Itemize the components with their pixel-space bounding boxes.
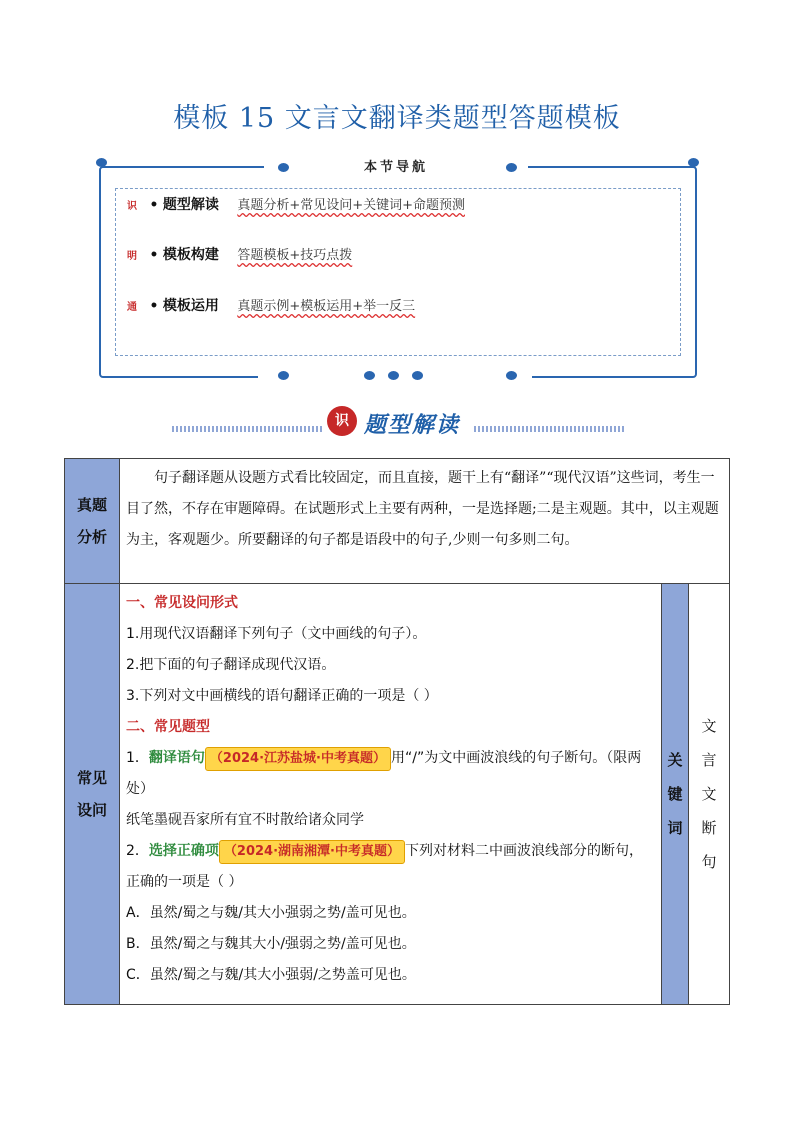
keyword-label-char: 键 — [667, 785, 683, 803]
keyword-value-char: 断 — [701, 819, 717, 837]
nav-row-desc: 真题示例+模板运用+举一反三 — [237, 299, 416, 314]
decor-dot — [506, 163, 517, 172]
keyword-value-char: 文 — [701, 717, 717, 735]
question-item: 3.下列对文中画横线的语句翻译正确的一项是（ ） — [126, 688, 438, 704]
banner-stripe-right — [474, 426, 624, 432]
example-item — [126, 836, 655, 898]
nav-row-title: 模板运用 — [162, 298, 219, 314]
banner-stripe-left — [172, 426, 322, 432]
keyword-value-char: 文 — [701, 785, 717, 803]
item-type: 翻译语句 — [148, 750, 205, 766]
bullet-icon: • — [149, 247, 159, 263]
option-item: C．虽然/蜀之与魏/其大小强弱/之势盖可见也。 — [126, 967, 416, 983]
item-number: 1． — [126, 750, 149, 766]
nav-row-2[interactable] — [127, 244, 352, 266]
nav-row-desc: 答题模板+技巧点拨 — [237, 248, 353, 263]
section-heading: 一、常见设问形式 — [126, 595, 238, 611]
item-number: 2． — [126, 843, 149, 859]
table-row — [65, 459, 730, 584]
seal-icon: 识 — [327, 406, 357, 436]
keyword-label — [662, 584, 689, 1005]
row-label-line: 真题 — [76, 496, 107, 514]
nav-row-3[interactable] — [127, 295, 415, 317]
row-label-line: 设问 — [76, 801, 107, 819]
bullet-icon: • — [149, 298, 159, 314]
nav-row-title: 模板构建 — [162, 247, 219, 263]
item-type: 选择正确项 — [148, 843, 219, 859]
content-table — [64, 458, 730, 1005]
keyword-value — [689, 584, 730, 1005]
nav-header — [264, 156, 528, 178]
decor-dot — [96, 158, 107, 167]
question-item: 2.把下面的句子翻译成现代汉语。 — [126, 657, 336, 673]
row-label — [65, 584, 120, 1005]
row-label-line: 分析 — [76, 528, 107, 546]
keyword-label-char: 关 — [667, 751, 683, 769]
source-tag: （2024·湖南湘潭·中考真题） — [219, 840, 405, 864]
item-text: 下列对材料二中画波浪线部分的断句，正确的一项是（ ） — [126, 843, 643, 890]
nav-row-1[interactable] — [127, 194, 465, 216]
page-title: 模板 15 文言文翻译类题型答题模板 — [173, 103, 621, 134]
bullet-icon: • — [149, 197, 159, 213]
nav-mark: 通 — [127, 302, 137, 313]
decor-dot — [364, 371, 375, 380]
example-sentence: 纸笔墨砚吾家所有宜不时散给诸众同学 — [126, 812, 364, 828]
option-item: B．虽然/蜀之与魏其大小/强弱之势/盖可见也。 — [126, 936, 416, 952]
keyword-value-char: 言 — [701, 751, 717, 769]
keyword-value-char: 句 — [701, 853, 717, 871]
question-cell — [120, 584, 662, 1005]
keyword-label-char: 词 — [667, 819, 683, 837]
decor-dot — [506, 371, 517, 380]
decor-dot — [278, 371, 289, 380]
decor-dot — [388, 371, 399, 380]
nav-mark: 明 — [127, 251, 137, 262]
nav-mark: 识 — [127, 201, 137, 212]
section-banner — [172, 404, 624, 444]
analysis-text: 句子翻译题从设题方式看比较固定，而且直接，题干上有“翻译”“现代汉语”这些词，考生一目了然，不存在审题障碍。在试题形式上主要有两种，一是选择题;二是主观题。其中，以主观题为主，客观题少。所要翻译的句子都是语段中的句子,少则一句多则二句。 — [120, 459, 730, 584]
source-tag: （2024·江苏盐城·中考真题） — [205, 747, 391, 771]
section-title: 题型解读 — [364, 412, 461, 438]
nav-row-title: 题型解读 — [162, 197, 219, 213]
question-item: 1.用现代汉语翻译下列句子（文中画线的句子）。 — [126, 626, 427, 642]
row-label-line: 常见 — [76, 769, 107, 787]
option-item: A．虽然/蜀之与魏/其大小强弱之势/盖可见也。 — [126, 905, 416, 921]
item-text: 用“/”为文中画波浪线的句子断句。（限两处） — [126, 750, 642, 797]
nav-row-desc: 真题分析+常见设问+关键词+命题预测 — [237, 198, 465, 213]
section-heading: 二、常见题型 — [126, 719, 210, 735]
example-item — [126, 743, 655, 805]
decor-dot — [688, 158, 699, 167]
nav-header-label: 本节导航 — [363, 160, 428, 175]
decor-dot — [412, 371, 423, 380]
row-label — [65, 459, 120, 584]
decor-dot — [278, 163, 289, 172]
table-row — [65, 584, 730, 1005]
